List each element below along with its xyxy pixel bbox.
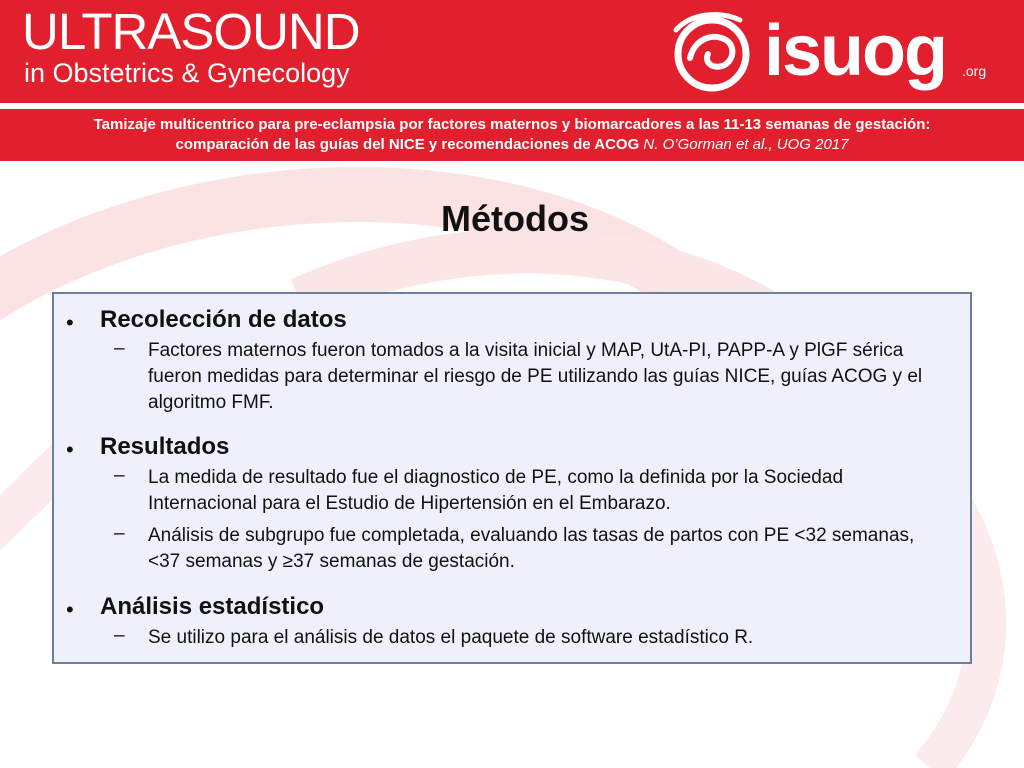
sub-item-text: Análisis de subgrupo fue completada, evaluando las tasas de partos con PE <32 semanas, <37 semanas y ≥37 semanas de gestación. (148, 525, 915, 572)
sub-item (114, 338, 944, 416)
article-title-line2 (0, 135, 1024, 155)
sub-item-text: La medida de resultado fue el diagnostico de PE, como la definida por la Sociedad Internacional para el Estudio de Hipertensión en el Embarazo. (148, 467, 844, 514)
journal-subtitle: in Obstetrics & Gynecology (24, 58, 350, 88)
isuog-logo (668, 8, 998, 98)
bullet-row (54, 304, 970, 338)
section-recoleccion (54, 304, 970, 416)
journal-title: ULTRASOUND (22, 3, 360, 60)
dash-icon: – (114, 338, 125, 359)
bullet-row (54, 591, 970, 625)
article-banner (0, 109, 1024, 161)
logo-text: isuog (764, 11, 946, 91)
dash-icon: – (114, 625, 125, 646)
sub-item-text: Se utilizo para el análisis de datos el paquete de software estadístico R. (148, 627, 754, 648)
sub-item-text: Factores maternos fueron tomados a la visita inicial y MAP, UtA-PI, PAPP-A y PlGF sérica fueron medidas para determinar el riesgo de PE utilizando las guías NICE, guías ACOG y el algoritmo FMF. (148, 340, 923, 413)
bullet-icon: • (66, 437, 74, 462)
journal-header (0, 0, 1024, 103)
methods-content-box (52, 292, 972, 664)
section-heading: Análisis estadístico (100, 593, 325, 620)
section-heading: Resultados (100, 433, 230, 460)
isuog-emblem-icon (668, 10, 760, 96)
dash-icon: – (114, 523, 125, 544)
dash-icon: – (114, 465, 125, 486)
logo-suffix: .org (962, 63, 987, 79)
sub-item (114, 465, 944, 517)
bullet-icon: • (66, 310, 74, 335)
sub-item (114, 625, 944, 651)
section-heading: Recolección de datos (100, 306, 347, 333)
article-title-line1: Tamizaje multicentrico para pre-eclampsia por factores maternos y biomarcadores a las 11-13 semanas de gestación: (93, 116, 931, 133)
article-authors: N. O’Gorman et al., UOG 2017 (643, 136, 849, 153)
section-resultados (54, 431, 970, 575)
article-title-line2-text: comparación de las guías del NICE y recomendaciones de ACOG (175, 136, 640, 153)
bullet-row (54, 431, 970, 465)
section-analisis (54, 591, 970, 651)
slide-title: Métodos (441, 198, 589, 239)
bullet-icon: • (66, 597, 74, 622)
sub-item (114, 523, 944, 575)
